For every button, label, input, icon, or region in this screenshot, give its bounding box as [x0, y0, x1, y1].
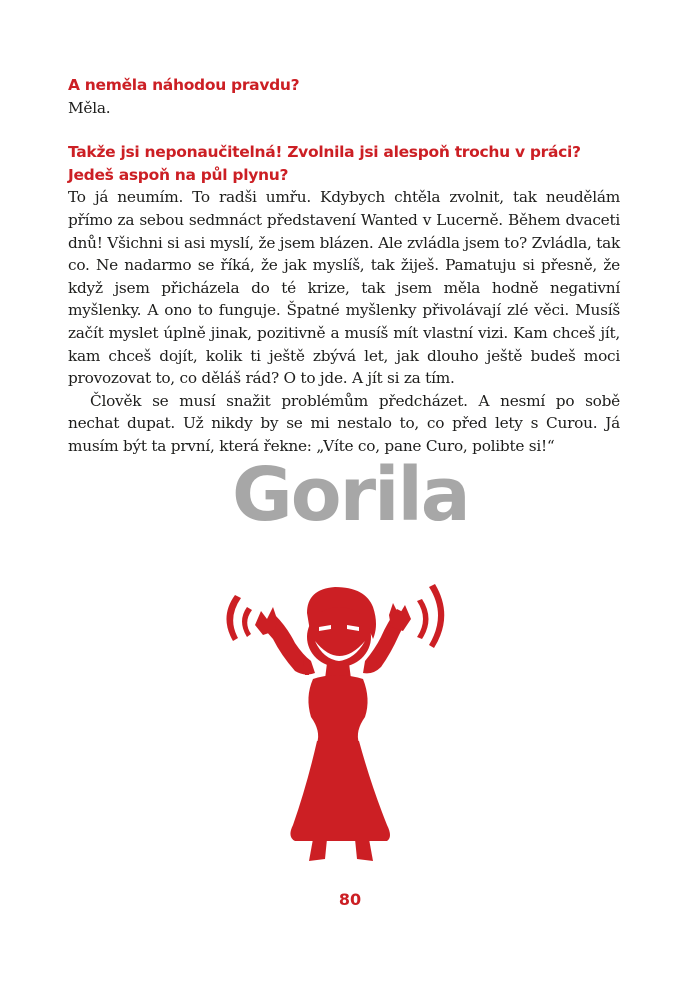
page-number: 80 — [338, 890, 362, 909]
interview-answer: To já neumím. To radši umřu. Kdybych chtěla zvolnit, tak neudělám přímo za sebou sedmnáct představení Wanted v Lucerně. Během dvaceti dnů! Všichni si asi myslí, že jsem blázen. Ale zvládla jsem to? Zvládla, tak co. Ne nadarmo se říká, že jak myslíš, tak žiješ. Pamatuju si přesně, že když jsem přicházela do té krize, tak jsem měla hodně negativní myšlenky. A ono to funguje. Špatné myšlenky přivolávají zlé věci. Musíš začít myslet úplně jinak, pozitivně a musíš mít vlastní vizi. Kam chceš jít, kam chceš dojít, kolik ti ještě zbývá let, jak dlouho ještě budeš moci provozovat to, co děláš rád? O to jde. A jít si za tím. — [68, 188, 620, 388]
text-block — [68, 74, 620, 458]
gorila-watermark: Gorila — [232, 452, 469, 538]
interview-question: Takže jsi neponaučitelná! Zvolnila jsi alespoň trochu v práci? Jedeš aspoň na půl plynu? — [68, 143, 581, 184]
interview-question: A neměla náhodou pravdu? — [68, 76, 300, 94]
dancing-woman-illustration — [215, 575, 455, 865]
interview-answer: Měla. — [68, 98, 111, 117]
interview-answer: Člověk se musí snažit problémům předcházet. A nesmí po sobě nechat dupat. Už nikdy by se mi nestalo to, co před lety s Curou. Já musím být ta první, která řekne: „Víte co, pane Curo, polibte si!“ — [68, 391, 620, 455]
paragraph-spacer — [68, 119, 620, 141]
